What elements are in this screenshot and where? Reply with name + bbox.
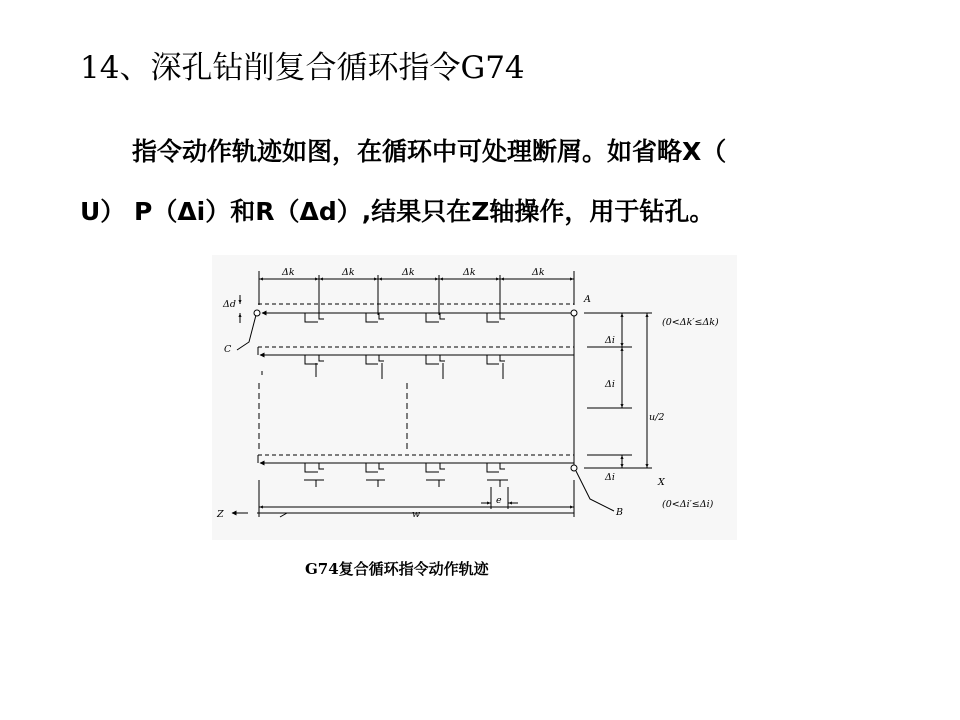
delta-i-label-3: Δi	[605, 472, 615, 483]
u-half-label: u/2	[649, 412, 665, 423]
description-paragraph	[80, 122, 910, 242]
delta-i-label-1: Δi	[605, 335, 615, 346]
delta-k-label-3: Δk	[402, 267, 415, 278]
x-axis-label: X	[658, 477, 665, 488]
figure-caption: G74复合循环指令动作轨迹	[305, 560, 489, 578]
delta-k-label-1: Δk	[282, 267, 295, 278]
delta-k-label-2: Δk	[342, 267, 355, 278]
g74-motion-diagram	[212, 255, 737, 540]
delta-k-label-4: Δk	[463, 267, 476, 278]
e-dimension-label: e	[496, 495, 502, 506]
point-a	[571, 310, 577, 316]
delta-i-label-2: Δi	[605, 379, 615, 390]
point-b	[571, 465, 577, 471]
condition-bottom-label: (0<Δi′≤Δi)	[662, 499, 714, 510]
point-c	[254, 310, 260, 316]
slide-title: 14、深孔钻削复合循环指令G74	[80, 50, 525, 86]
z-axis-label: Z	[217, 509, 224, 520]
paragraph-line-2: U） P（Δi）和R（Δd）,结果只在Z轴操作，用于钻孔。	[80, 197, 715, 226]
delta-k-label-5: Δk	[532, 267, 545, 278]
point-c-label: C	[224, 344, 232, 355]
figure-background	[212, 255, 737, 540]
point-b-label: B	[616, 507, 623, 518]
condition-top-label: (0<Δk′≤Δk)	[662, 317, 719, 328]
point-a-label: A	[584, 294, 591, 305]
w-dimension-label: w	[412, 509, 421, 520]
paragraph-line-1: 指令动作轨迹如图，在循环中可处理断屑。如省略X（	[132, 137, 727, 166]
delta-d-label: Δd	[223, 299, 236, 310]
